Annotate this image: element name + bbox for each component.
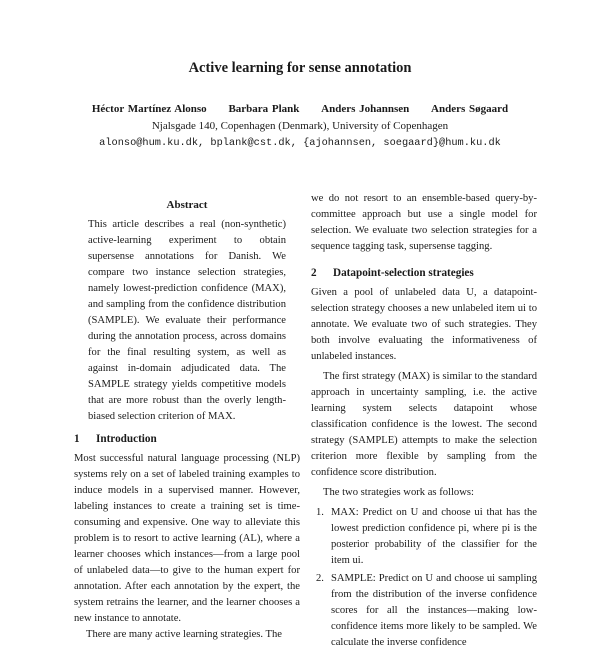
section-paragraph: Given a pool of unlabeled data U, a datapoint-selection strategy chooses a new unlabeled item ui to annotate. We evaluate two of such strategies. They both involve evaluating the informativeness of unlabeled instances.	[311, 287, 537, 362]
list-marker: 1.	[316, 507, 324, 518]
section-heading-introduction	[74, 431, 300, 447]
author-name: Barbara Plank	[228, 103, 300, 115]
section-title: Datapoint-selection strategies	[333, 267, 474, 279]
left-column	[74, 197, 300, 643]
section-heading-datapoint-selection	[311, 265, 537, 281]
author-name: Anders Søgaard	[431, 103, 509, 115]
intro-paragraph: There are many active learning strategies. The	[86, 629, 282, 640]
paper-title: Active learning for sense annotation	[188, 60, 412, 76]
continued-paragraph: we do not resort to an ensemble-based query-by-committee approach but use a single model for selection. We evaluate two selection strategies for a sequence tagging task, supersense tagging.	[311, 193, 537, 252]
section-paragraph: The first strategy (MAX) is similar to the standard approach in uncertainty sampling, i.e. the active learning system selects datapoint whose classification confidence is the lowest. The second strategy (SAMPLE) attempts to make the selection criterion more flexible by sampling from the confidence score distribution.	[311, 371, 537, 478]
section-number: 2	[311, 267, 317, 279]
affiliation: Njalsgade 140, Copenhagen (Denmark), University of Copenhagen	[151, 120, 449, 132]
right-column	[311, 191, 537, 653]
intro-paragraph: Most successful natural language processing (NLP) systems rely on a set of labeled training examples to induce models in a supervised manner. However, labeling instances to create a training set is time-consuming and expensive. One way to alleviate this problem is to resort to active learning (AL), where a learner chooses which instances—from a large pool of unlabeled data—to give to the human expert for annotation. After each annotation by the expert, the system retrains the learner, and the learner chooses a new instance to annotate.	[74, 453, 300, 624]
author-emails: alonso@hum.ku.dk, bplank@cst.dk, {ajohannsen, soegaard}@hum.ku.dk	[99, 137, 501, 149]
abstract-heading: Abstract	[166, 199, 208, 211]
author-list	[0, 103, 600, 115]
abstract-text: This article describes a real (non-synthetic) active-learning experiment to obtain supersense annotations for Danish. We compare two instance selection strategies, namely lowest-prediction confidence (MAX), and sampling from the confidence distribution (SAMPLE). We evaluate their performance during the annotation process, across domains for the final resulting system, as well as against in-domain adjudicated data. The SAMPLE strategy yields competitive models that are more robust than the overly length-biased selection criterion of MAX.	[88, 219, 286, 422]
list-item-text: MAX: Predict on U and choose ui that has the lowest prediction confidence pi, where pi is the posterior probability of the classifier for the item ui.	[331, 507, 537, 566]
list-item	[311, 505, 537, 569]
section-paragraph: The two strategies work as follows:	[323, 487, 474, 498]
author-name: Héctor Martínez Alonso	[91, 103, 207, 115]
list-item-text: SAMPLE: Predict on U and choose ui sampling from the distribution of the inverse confidence scores for all the instances—making low-confidence items more likely to be sampled. We calculate the inverse confidence	[331, 573, 537, 648]
author-name: Anders Johannsen	[321, 103, 410, 115]
list-marker: 2.	[316, 573, 324, 584]
list-item	[311, 571, 537, 651]
strategy-list	[311, 505, 537, 651]
section-number: 1	[74, 433, 80, 445]
section-title: Introduction	[96, 433, 157, 445]
